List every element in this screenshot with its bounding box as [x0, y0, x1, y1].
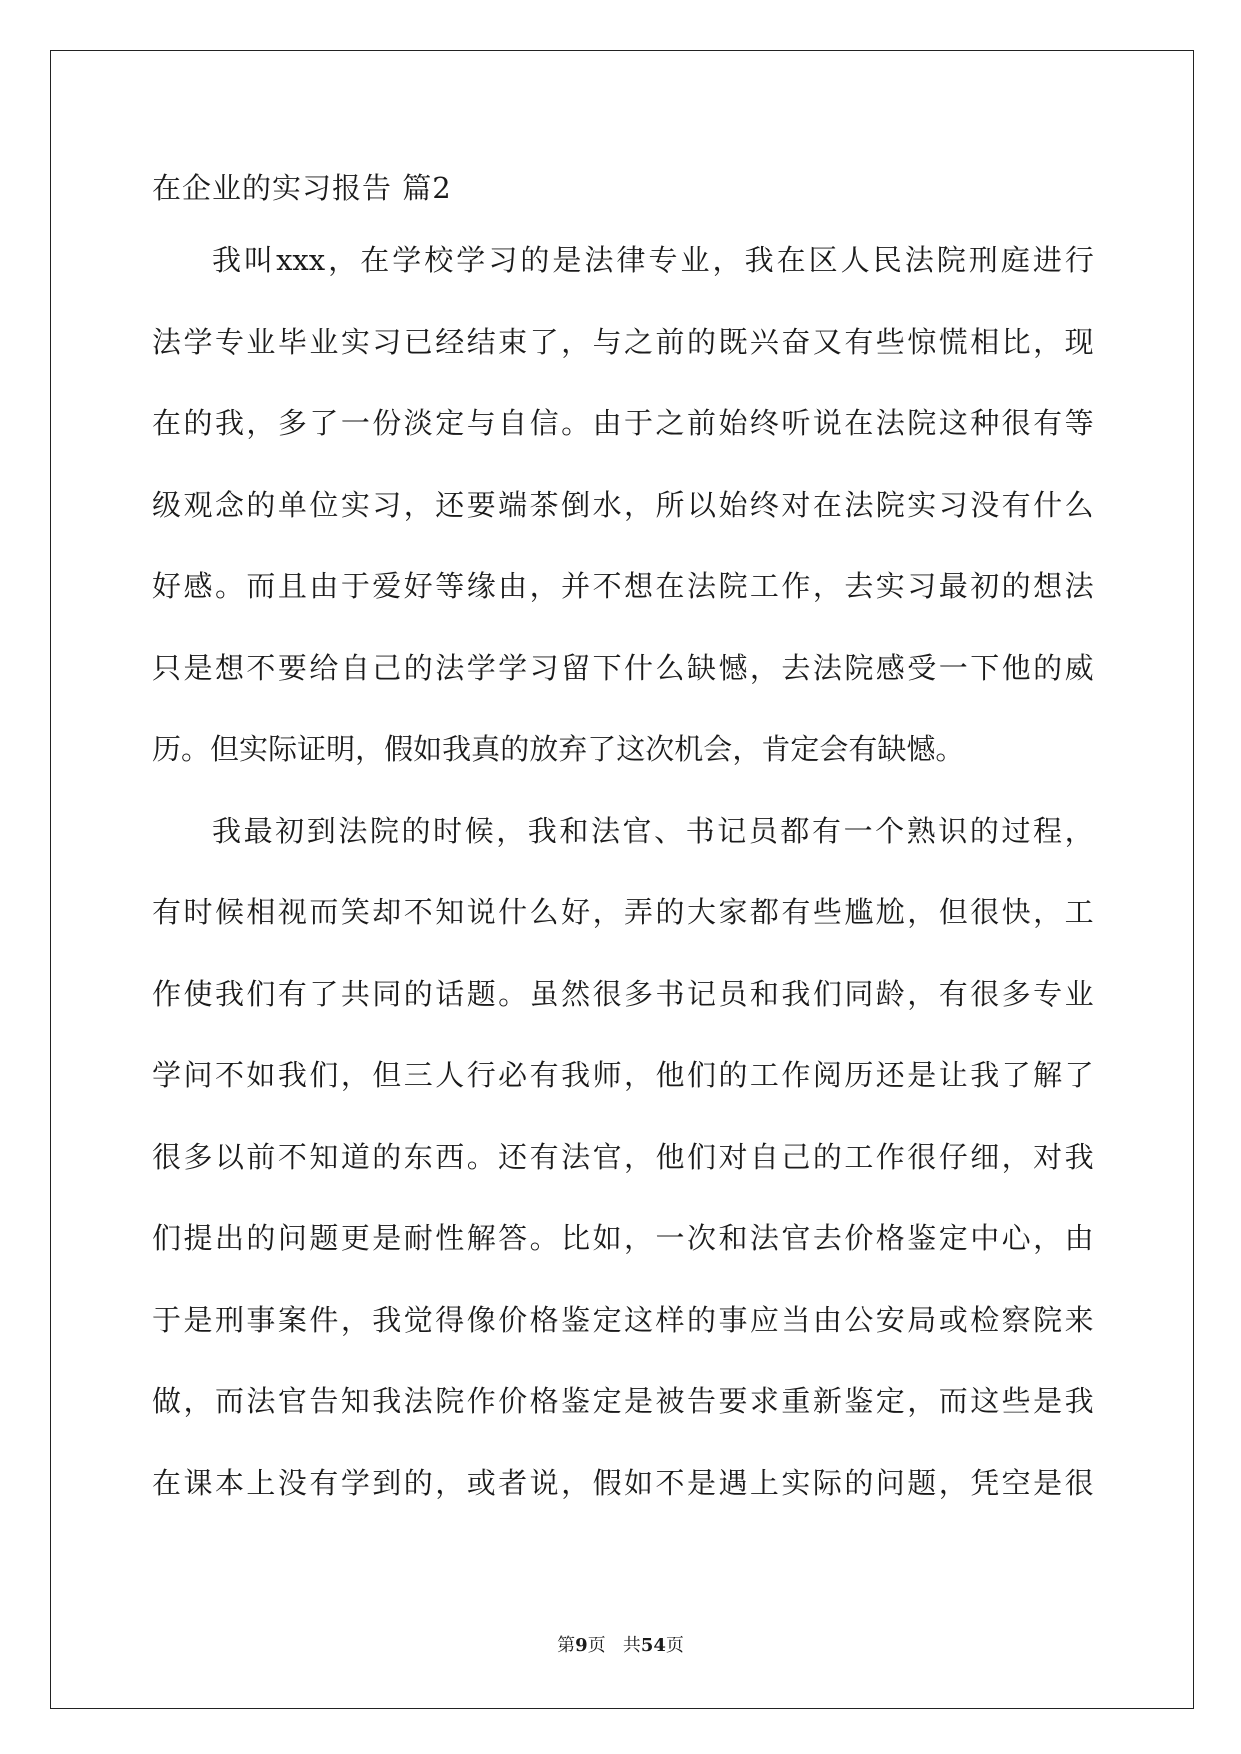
footer-total-unit: 页 [665, 1635, 684, 1656]
paragraph-1-line-1: 我 叫 xxx ， 在 学 校 学 习 的 是 法 律 专 业 ， 我 在 区 人 民 法 院 刑 庭 进 行 [212, 243, 1094, 277]
paragraph-2-line-4: 学 问 不 如 我 们 ， 但 三 人 行 必 有 我 师 ， 他 们 的 工 作 阅 历 还 是 让 我 了 解 了 [152, 1058, 1094, 1092]
paragraph-1-line-4: 级 观 念 的 单 位 实 习 ， 还 要 端 茶 倒 水 ， 所 以 始 终 对 在 法 院 实 习 没 有 什 么 [152, 487, 1094, 522]
total-pages: 54 [640, 1635, 666, 1656]
page-number: 9 [575, 1635, 588, 1656]
paragraph-1-line-2: 法 学 专 业 毕 业 实 习 已 经 结 束 了 ， 与 之 前 的 既 兴 奋 又 有 些 惊 慌 相 比 ， 现 [152, 324, 1094, 359]
paragraph-2-line-7: 于 是 刑 事 案 件 ， 我 觉 得 像 价 格 鉴 定 这 样 的 事 应 当 由 公 安 局 或 检 察 院 来 [152, 1302, 1094, 1337]
paragraph-1-line-3: 在 的 我 ， 多 了 一 份 淡 定 与 自 信 。 由 于 之 前 始 终 听 说 在 法 院 这 种 很 有 等 [152, 406, 1094, 440]
paragraph-2-line-6: 们 提 出 的 问 题 更 是 耐 性 解 答 。 比 如 ， 一 次 和 法 官 去 价 格 鉴 定 中 心 ， 由 [152, 1221, 1094, 1255]
page-footer [0, 1634, 1241, 1658]
paragraph-1-line-6: 只 是 想 不 要 给 自 己 的 法 学 学 习 留 下 什 么 缺 憾 ， 去 法 院 感 受 一 下 他 的 威 [152, 650, 1094, 685]
footer-total-prefix: 共 [622, 1635, 641, 1656]
footer-prefix: 第 [557, 1635, 576, 1656]
paragraph-2-line-8: 做 ， 而 法 官 告 知 我 法 院 作 价 格 鉴 定 是 被 告 要 求 重 新 鉴 定 ， 而 这 些 是 我 [152, 1384, 1094, 1418]
paragraph-2-line-5: 很 多 以 前 不 知 道 的 东 西 。 还 有 法 官 ， 他 们 对 自 己 的 工 作 很 仔 细 ， 对 我 [152, 1139, 1094, 1174]
paragraph-2-line-9: 在 课 本 上 没 有 学 到 的 ， 或 者 说 ， 假 如 不 是 遇 上 实 际 的 问 题 ， 凭 空 是 很 [152, 1465, 1094, 1500]
paragraph-2-line-2: 有 时 候 相 视 而 笑 却 不 知 说 什 么 好 ， 弄 的 大 家 都 有 些 尴 尬 ， 但 很 快 ， 工 [152, 895, 1094, 929]
footer-page-unit: 页 [587, 1635, 606, 1656]
document-body [152, 240, 1094, 1544]
paragraph-1-line-5: 好 感 。 而 且 由 于 爱 好 等 缘 由 ， 并 不 想 在 法 院 工 作 ， 去 实 习 最 初 的 想 法 [152, 569, 1094, 603]
paragraph-2-line-3: 作 使 我 们 有 了 共 同 的 话 题 。 虽 然 很 多 书 记 员 和 我 们 同 龄 ， 有 很 多 专 业 [152, 976, 1094, 1011]
paragraph-1-line-7: 历 。 但 实 际 证 明 ， 假 如 我 真 的 放 弃 了 这 次 机 会 ， 肯 定 会 有 缺 憾 。 [152, 732, 965, 766]
paragraph-2-line-1: 我 最 初 到 法 院 的 时 候 ， 我 和 法 官 、 书 记 员 都 有 一 个 熟 识 的 过 程 ， [212, 813, 1094, 848]
section-title: 在企业的实习报告 篇2 [152, 171, 452, 205]
